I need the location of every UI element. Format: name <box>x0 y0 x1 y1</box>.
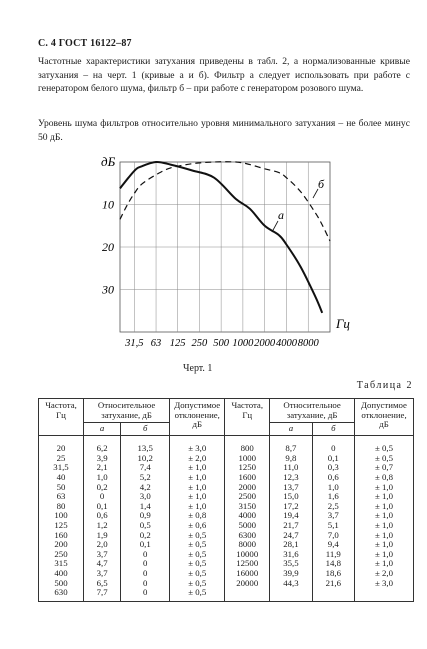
table-cell: 63 <box>39 492 84 502</box>
series-a-leader <box>272 221 278 232</box>
table-cell: 315 <box>39 559 84 569</box>
table-cell: 0,6 <box>84 511 121 521</box>
table-cell: 2,1 <box>84 463 121 473</box>
attenuation-table <box>38 398 414 602</box>
table-cell: ± 0,5 <box>355 454 414 464</box>
table-row <box>39 511 414 521</box>
series-label-b: б <box>318 177 325 191</box>
table-cell: ± 1,0 <box>355 540 414 550</box>
table-cell <box>270 588 312 601</box>
table-cell: 0,3 <box>312 463 354 473</box>
table-cell: 31,5 <box>39 463 84 473</box>
table-cell: 11,0 <box>270 463 312 473</box>
table-cell <box>355 588 414 601</box>
table-cell: 0,5 <box>121 521 170 531</box>
table-row <box>39 531 414 541</box>
table-row <box>39 502 414 512</box>
table-cell: 7,4 <box>121 463 170 473</box>
table-cell: 1000 <box>225 454 270 464</box>
header-sub-b-2: б <box>312 423 354 436</box>
table-cell: 0,9 <box>121 511 170 521</box>
table-cell: ± 1,0 <box>355 511 414 521</box>
table-cell: 11,9 <box>312 550 354 560</box>
table-cell: 630 <box>39 588 84 601</box>
table-cell: ± 1,0 <box>355 483 414 493</box>
table-cell: 25 <box>39 454 84 464</box>
table-cell: ± 0,6 <box>170 521 225 531</box>
table-cell: 1,2 <box>84 521 121 531</box>
table-cell: 5,2 <box>121 473 170 483</box>
header-frequency: Частота, Гц <box>39 399 84 436</box>
table-cell: ± 1,0 <box>170 483 225 493</box>
x-tick-label: 1000 <box>232 338 254 349</box>
table-cell: ± 2,0 <box>355 569 414 579</box>
table-cell: 4,7 <box>84 559 121 569</box>
table-cell: 15,0 <box>270 492 312 502</box>
table-cell: 7,0 <box>312 531 354 541</box>
table-cell: 125 <box>39 521 84 531</box>
table-cell: 0,1 <box>312 454 354 464</box>
table-cell: 1,0 <box>312 483 354 493</box>
table-cell: 1,6 <box>312 492 354 502</box>
table-cell: 21,7 <box>270 521 312 531</box>
table-cell: 9,8 <box>270 454 312 464</box>
table-cell: 2000 <box>225 483 270 493</box>
table-cell: ± 0,8 <box>355 473 414 483</box>
table-cell: 40 <box>39 473 84 483</box>
table-cell: 50 <box>39 483 84 493</box>
table-cell: ± 1,0 <box>170 463 225 473</box>
table-cell: ± 1,0 <box>355 559 414 569</box>
x-tick-label: 4000 <box>275 338 297 349</box>
table-cell: 2500 <box>225 492 270 502</box>
table-row <box>39 550 414 560</box>
table-cell: ± 1,0 <box>355 550 414 560</box>
y-tick-label: 10 <box>102 197 114 212</box>
table-cell: ± 3,0 <box>170 436 225 454</box>
table-cell: 6,5 <box>84 579 121 589</box>
table-cell: ± 1,0 <box>355 521 414 531</box>
table-cell: 0,2 <box>121 531 170 541</box>
table-cell: ± 2,0 <box>170 454 225 464</box>
table-cell: ± 1,0 <box>170 492 225 502</box>
header-frequency-2: Частота, Гц <box>225 399 270 436</box>
x-tick-label: 31,5 <box>125 338 144 349</box>
table-cell: 200 <box>39 540 84 550</box>
y-axis-label: дБ <box>101 154 116 169</box>
table-cell: 0 <box>121 588 170 601</box>
table-cell: 4000 <box>225 511 270 521</box>
table-cell: 9,4 <box>312 540 354 550</box>
table-cell: 16000 <box>225 569 270 579</box>
table-cell: 6,2 <box>84 436 121 454</box>
table-cell: 250 <box>39 550 84 560</box>
header-deviation-2: Допустимое отклонение, дБ <box>355 399 414 436</box>
table-cell: ± 3,0 <box>355 579 414 589</box>
table-cell: ± 0,5 <box>170 550 225 560</box>
table-cell: 2,5 <box>312 502 354 512</box>
x-tick-label: 2000 <box>254 338 276 349</box>
table-cell: ± 1,0 <box>355 492 414 502</box>
header-sub-a: а <box>84 423 121 436</box>
table-row <box>39 483 414 493</box>
table-cell: 3,7 <box>84 569 121 579</box>
table-cell: 100 <box>39 511 84 521</box>
table-cell: 1,9 <box>84 531 121 541</box>
table-cell: 5,1 <box>312 521 354 531</box>
table-cell: 0 <box>312 436 354 454</box>
table-cell: ± 0,5 <box>170 579 225 589</box>
x-tick-label: 125 <box>169 338 186 349</box>
table-cell <box>225 588 270 601</box>
table-cell: 8000 <box>225 540 270 550</box>
table-cell: 3150 <box>225 502 270 512</box>
table-cell: 3,0 <box>121 492 170 502</box>
table-row <box>39 579 414 589</box>
x-tick-label: 250 <box>191 338 208 349</box>
table-cell: 10,2 <box>121 454 170 464</box>
table-cell: 10000 <box>225 550 270 560</box>
page-header: С. 4 ГОСТ 16122–87 <box>38 38 132 49</box>
table-cell: 20 <box>39 436 84 454</box>
x-axis-label: Гц <box>336 316 350 331</box>
table-cell: ± 1,0 <box>355 531 414 541</box>
table-cell: ± 0,5 <box>170 540 225 550</box>
table-row <box>39 559 414 569</box>
series-line-b <box>120 162 330 241</box>
table-cell: 80 <box>39 502 84 512</box>
table-cell: 0,2 <box>84 483 121 493</box>
table-cell: 31,6 <box>270 550 312 560</box>
table-cell: 14,8 <box>312 559 354 569</box>
table-cell: ± 0,5 <box>170 569 225 579</box>
table-cell: 400 <box>39 569 84 579</box>
table-cell: 0 <box>84 492 121 502</box>
table-cell: 12,3 <box>270 473 312 483</box>
figure-caption: Черт. 1 <box>183 363 213 374</box>
table-cell: 0,1 <box>121 540 170 550</box>
table-cell: 24,7 <box>270 531 312 541</box>
table-cell: 13,5 <box>121 436 170 454</box>
table-cell: 18,6 <box>312 569 354 579</box>
table-cell: 7,7 <box>84 588 121 601</box>
table-cell: 39,9 <box>270 569 312 579</box>
table-cell: 0,6 <box>312 473 354 483</box>
table-cell: ± 0,5 <box>170 559 225 569</box>
table-cell: ± 0,7 <box>355 463 414 473</box>
series-label-a: а <box>278 208 284 222</box>
x-tick-label: 63 <box>150 338 162 349</box>
table-cell: 500 <box>39 579 84 589</box>
table-cell: 6300 <box>225 531 270 541</box>
table-cell: 1,0 <box>84 473 121 483</box>
table-cell: 35,5 <box>270 559 312 569</box>
table-row <box>39 521 414 531</box>
table-row <box>39 569 414 579</box>
table-cell: ± 0,5 <box>170 531 225 541</box>
table-cell: 4,2 <box>121 483 170 493</box>
table-cell: 0 <box>121 569 170 579</box>
table-cell: 0 <box>121 559 170 569</box>
header-sub-a-2: а <box>270 423 312 436</box>
table-cell: 160 <box>39 531 84 541</box>
table-row <box>39 454 414 464</box>
paragraph-noise-level: Уровень шума фильтров относительно уровня минимального затухания – не более минус 50 дБ. <box>38 118 410 143</box>
table-cell: 8,7 <box>270 436 312 454</box>
table-row <box>39 473 414 483</box>
table-row <box>39 463 414 473</box>
table-cell: 20000 <box>225 579 270 589</box>
table-cell: ± 1,0 <box>355 502 414 512</box>
table-cell: 13,7 <box>270 483 312 493</box>
table-cell: 0,1 <box>84 502 121 512</box>
table-cell: ± 0,5 <box>170 588 225 601</box>
table-row <box>39 492 414 502</box>
header-relative-attenuation-2: Относительное затухание, дБ <box>270 399 355 423</box>
table-cell <box>312 588 354 601</box>
table-cell: 0 <box>121 579 170 589</box>
table-cell: ± 1,0 <box>170 473 225 483</box>
table-row <box>39 588 414 601</box>
x-tick-label: 8000 <box>297 338 319 349</box>
y-tick-label: 20 <box>102 240 114 254</box>
table-cell: 28,1 <box>270 540 312 550</box>
attenuation-chart <box>92 152 352 358</box>
table-cell: 1,4 <box>121 502 170 512</box>
header-relative-attenuation: Относительное затухание, дБ <box>84 399 170 423</box>
table-cell: ± 1,0 <box>170 502 225 512</box>
table-cell: 19,4 <box>270 511 312 521</box>
paragraph-filters: Частотные характеристики затухания приведены в табл. 2, а нормализованные кривые затухания – на черт. 1 (кривые а и б). Фильтр а следует использовать при работе с генератором белого шума, фильтр б – при работе с генератором розового шума. <box>38 56 410 95</box>
table-title: Таблица 2 <box>356 380 413 391</box>
table-cell: 800 <box>225 436 270 454</box>
x-tick-label: 500 <box>213 338 229 349</box>
table-cell: ± 0,8 <box>170 511 225 521</box>
table-cell: 12500 <box>225 559 270 569</box>
table-cell: 17,2 <box>270 502 312 512</box>
table-cell: 3,9 <box>84 454 121 464</box>
y-tick-label: 30 <box>102 282 114 297</box>
table-row <box>39 436 414 454</box>
table-cell: 44,3 <box>270 579 312 589</box>
table-cell: 0 <box>121 550 170 560</box>
table-row <box>39 540 414 550</box>
table-cell: 2,0 <box>84 540 121 550</box>
table-cell: 1600 <box>225 473 270 483</box>
table-cell: ± 0,5 <box>355 436 414 454</box>
table-cell: 21,6 <box>312 579 354 589</box>
header-deviation: Допустимое отклонение, дБ <box>170 399 225 436</box>
table-cell: 3,7 <box>84 550 121 560</box>
table-cell: 1250 <box>225 463 270 473</box>
table-cell: 3,7 <box>312 511 354 521</box>
table-cell: 5000 <box>225 521 270 531</box>
header-sub-b: б <box>121 423 170 436</box>
